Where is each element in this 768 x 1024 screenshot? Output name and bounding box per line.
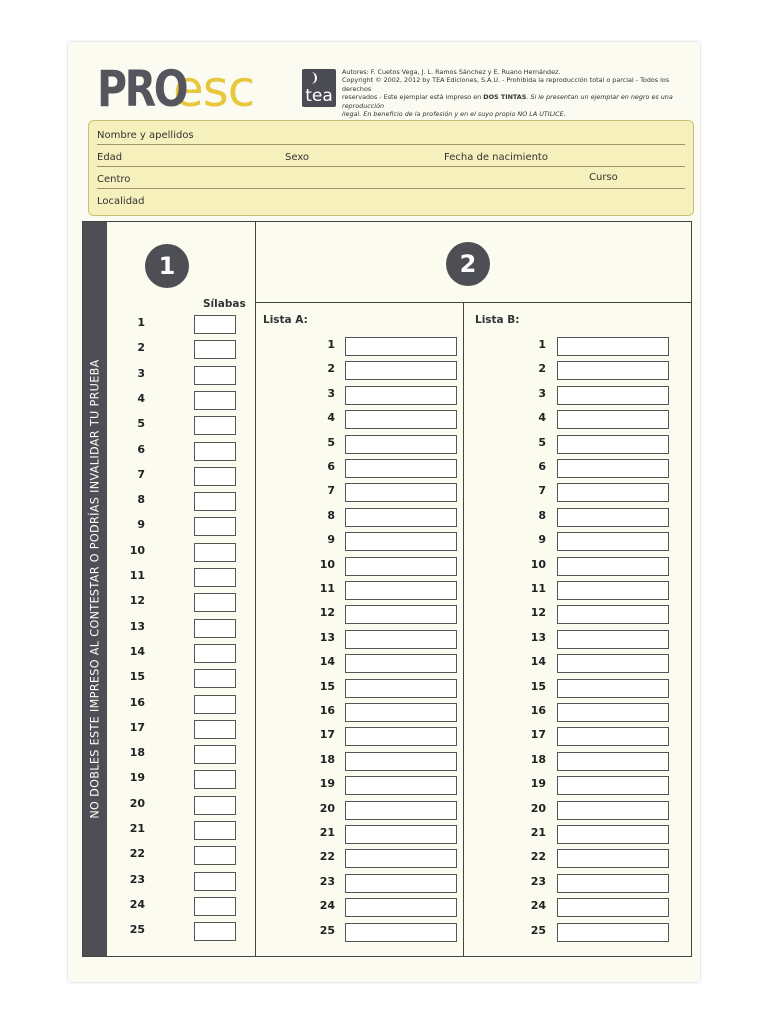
syllable-item-number: 8 — [137, 493, 145, 507]
list-b-item-number: 20 — [530, 801, 546, 815]
list-a-item-answer-box[interactable] — [345, 727, 457, 746]
list-b-item-number: 3 — [538, 386, 546, 400]
list-b-item-answer-box[interactable] — [557, 605, 669, 624]
list-b-item-number: 10 — [530, 557, 546, 571]
syllable-item-answer-box[interactable] — [194, 821, 236, 840]
list-b-item-answer-box[interactable] — [557, 581, 669, 600]
syllable-item-number: 20 — [129, 796, 145, 810]
list-a-item-answer-box[interactable] — [345, 557, 457, 576]
list-b-item-number: 9 — [538, 533, 546, 547]
list-b-item-number: 21 — [530, 826, 546, 839]
syllable-item-answer-box[interactable] — [194, 593, 236, 612]
syllable-item-number: 19 — [129, 771, 145, 785]
list-a-item-answer-box[interactable] — [345, 801, 457, 820]
syllable-item-number: 9 — [137, 518, 145, 532]
list-b-item-number: 12 — [530, 606, 546, 620]
list-b-title: Lista B: — [475, 314, 520, 326]
list-a-item-answer-box[interactable] — [345, 752, 457, 771]
list-a-item-number: 21 — [319, 826, 335, 839]
syllable-item-answer-box[interactable] — [194, 669, 236, 688]
answer-table — [82, 221, 692, 957]
list-a-item-number: 6 — [327, 460, 335, 473]
list-b-item-number: 19 — [530, 777, 546, 791]
section-2-badge: 2 — [446, 242, 490, 286]
syllable-item-number: 4 — [137, 391, 145, 405]
list-a-item-number: 12 — [319, 606, 335, 620]
list-a-item-number: 7 — [327, 484, 335, 498]
syllable-item-number: 17 — [129, 720, 145, 734]
list-a-item-answer-box[interactable] — [345, 483, 457, 502]
syllable-item-answer-box[interactable] — [194, 416, 236, 435]
center-label: Centro — [97, 174, 131, 185]
syllable-item-answer-box[interactable] — [194, 442, 236, 461]
syllable-item-number: 11 — [129, 569, 145, 582]
list-b-item-number: 7 — [538, 484, 546, 498]
list-b-item-number: 25 — [530, 923, 546, 937]
list-b-item-answer-box[interactable] — [557, 703, 669, 722]
answer-sheet — [68, 42, 700, 982]
credits-block — [342, 68, 688, 118]
syllable-item-number: 14 — [129, 644, 145, 658]
list-b-item-answer-box[interactable] — [557, 459, 669, 478]
list-b-item-number: 5 — [538, 435, 546, 449]
syllable-item-answer-box[interactable] — [194, 619, 236, 638]
list-b-item-answer-box[interactable] — [557, 337, 669, 356]
list-b-item-number: 1 — [538, 338, 546, 351]
section-2-header — [255, 222, 691, 303]
syllable-item-answer-box[interactable] — [194, 745, 236, 764]
name-label: Nombre y apellidos — [97, 130, 194, 141]
list-b-item-number: 6 — [538, 460, 546, 473]
credits-reserved — [342, 93, 688, 110]
syllable-item-number: 22 — [129, 847, 145, 861]
list-a-item-number: 18 — [319, 752, 335, 766]
logo-esc-text: esc — [173, 60, 255, 118]
list-a-item-number: 3 — [327, 386, 335, 400]
syllable-item-answer-box[interactable] — [194, 340, 236, 359]
age-sex-birth-field[interactable] — [97, 166, 685, 167]
syllable-item-number: 3 — [137, 366, 145, 380]
list-a-item-number: 13 — [319, 630, 335, 644]
syllable-item-answer-box[interactable] — [194, 770, 236, 789]
section-1-column — [107, 222, 256, 956]
list-a-item-answer-box[interactable] — [345, 361, 457, 380]
list-a-item-number: 19 — [319, 777, 335, 791]
list-a-item-answer-box[interactable] — [345, 410, 457, 429]
list-b-item-number: 17 — [530, 728, 546, 742]
list-a-item-answer-box[interactable] — [345, 679, 457, 698]
credits-authors: Autores: F. Cuetos Vega, J. L. Ramos Sánchez y E. Ruano Hernández. — [342, 68, 561, 76]
syllable-item-number: 12 — [129, 594, 145, 608]
syllable-item-answer-box[interactable] — [194, 492, 236, 511]
list-a-item-number: 15 — [319, 679, 335, 693]
syllable-item-number: 21 — [129, 822, 145, 835]
list-a-item-answer-box[interactable] — [345, 654, 457, 673]
list-a-item-number: 24 — [319, 899, 335, 913]
course-label: Curso — [589, 172, 618, 183]
list-b-item-answer-box[interactable] — [557, 435, 669, 454]
list-b-item-answer-box[interactable] — [557, 361, 669, 380]
personal-data-box — [88, 120, 694, 216]
syllable-item-number: 18 — [129, 746, 145, 760]
age-label: Edad — [97, 152, 123, 163]
syllable-item-answer-box[interactable] — [194, 695, 236, 714]
list-b-item-answer-box[interactable] — [557, 801, 669, 820]
syllable-item-number: 5 — [137, 417, 145, 431]
list-a-item-number: 22 — [319, 850, 335, 864]
syllable-item-number: 6 — [137, 442, 145, 456]
list-b-item-number: 15 — [530, 679, 546, 693]
syllable-item-answer-box[interactable] — [194, 897, 236, 916]
list-b-item-number: 13 — [530, 630, 546, 644]
list-b-item-answer-box[interactable] — [557, 898, 669, 917]
syllable-item-number: 13 — [129, 619, 145, 633]
list-b-item-answer-box[interactable] — [557, 727, 669, 746]
list-a-item-answer-box[interactable] — [345, 581, 457, 600]
tea-mark-icon — [308, 72, 317, 84]
syllable-item-answer-box[interactable] — [194, 796, 236, 815]
logo-pro-text: PRO — [97, 60, 187, 118]
syllable-item-answer-box[interactable] — [194, 644, 236, 663]
credits-do-not-use: NO LA UTILICE. — [517, 110, 566, 119]
credits-two-inks: DOS TINTAS — [483, 93, 527, 102]
credits-copyright: Copyright © 2002, 2012 by TEA Ediciones, S.A.U. - Prohibida la reproducción total o parcial - Todos los derechos — [342, 76, 670, 93]
list-b-item-answer-box[interactable] — [557, 752, 669, 771]
syllable-item-number: 2 — [137, 341, 145, 355]
list-b-item-number: 2 — [538, 362, 546, 376]
list-a-item-number: 20 — [319, 801, 335, 815]
list-a-item-number: 11 — [319, 582, 335, 595]
list-b-column — [464, 302, 691, 956]
syllable-item-answer-box[interactable] — [194, 922, 236, 941]
section-2-column — [255, 222, 691, 956]
syllable-item-number: 25 — [129, 923, 145, 937]
list-b-item-answer-box[interactable] — [557, 557, 669, 576]
syllable-item-answer-box[interactable] — [194, 366, 236, 385]
list-a-item-answer-box[interactable] — [345, 337, 457, 356]
list-a-item-number: 4 — [327, 411, 335, 425]
list-b-item-answer-box[interactable] — [557, 654, 669, 673]
syllable-item-answer-box[interactable] — [194, 391, 236, 410]
list-b-item-number: 8 — [538, 508, 546, 522]
list-a-item-number: 16 — [319, 704, 335, 717]
list-b-item-answer-box[interactable] — [557, 630, 669, 649]
list-a-item-answer-box[interactable] — [345, 605, 457, 624]
list-a-item-answer-box[interactable] — [345, 849, 457, 868]
list-b-item-number: 22 — [530, 850, 546, 864]
list-b-item-answer-box[interactable] — [557, 923, 669, 942]
syllable-item-answer-box[interactable] — [194, 568, 236, 587]
syllable-item-answer-box[interactable] — [194, 517, 236, 536]
list-b-item-number: 11 — [530, 582, 546, 595]
list-a-item-number: 14 — [319, 655, 335, 669]
tea-logo — [302, 69, 336, 107]
locality-label: Localidad — [97, 196, 145, 207]
proesc-logo — [97, 58, 255, 118]
list-b-item-answer-box[interactable] — [557, 874, 669, 893]
name-field[interactable] — [97, 144, 685, 145]
list-a-item-number: 9 — [327, 533, 335, 547]
list-b-item-number: 18 — [530, 752, 546, 766]
list-a-item-number: 23 — [319, 874, 335, 888]
list-a-item-answer-box[interactable] — [345, 898, 457, 917]
list-b-item-answer-box[interactable] — [557, 410, 669, 429]
list-b-item-number: 24 — [530, 899, 546, 913]
syllable-item-number: 16 — [129, 695, 145, 709]
list-b-item-answer-box[interactable] — [557, 825, 669, 844]
syllable-item-number: 1 — [137, 316, 145, 329]
list-a-item-answer-box[interactable] — [345, 776, 457, 795]
list-a-item-number: 1 — [327, 338, 335, 351]
birth-date-label: Fecha de nacimiento — [444, 152, 548, 163]
warning-sidebar — [83, 222, 107, 956]
list-a-item-answer-box[interactable] — [345, 923, 457, 942]
list-a-item-number: 25 — [319, 923, 335, 937]
list-b-item-answer-box[interactable] — [557, 483, 669, 502]
tea-logo-text: tea — [305, 86, 333, 106]
syllable-item-answer-box[interactable] — [194, 543, 236, 562]
list-a-item-answer-box[interactable] — [345, 508, 457, 527]
syllable-item-number: 23 — [129, 872, 145, 886]
sex-label: Sexo — [285, 152, 310, 163]
list-a-item-number: 10 — [319, 557, 335, 571]
syllable-item-number: 24 — [129, 897, 145, 911]
credits-illegal — [342, 110, 688, 118]
section-1-badge: 1 — [145, 244, 189, 288]
list-b-item-answer-box[interactable] — [557, 776, 669, 795]
syllable-item-number: 15 — [129, 670, 145, 684]
list-b-item-answer-box[interactable] — [557, 679, 669, 698]
credits-reserved-a: reservados - Este ejemplar está impreso en — [342, 93, 482, 102]
list-a-item-answer-box[interactable] — [345, 459, 457, 478]
syllable-item-answer-box[interactable] — [194, 315, 236, 334]
list-a-item-answer-box[interactable] — [345, 435, 457, 454]
credits-illegal-a: ilegal. En beneficio de la profesión y en el suyo propio — [342, 110, 516, 119]
syllable-item-answer-box[interactable] — [194, 467, 236, 486]
list-a-item-answer-box[interactable] — [345, 532, 457, 551]
list-a-item-number: 2 — [327, 362, 335, 376]
list-b-item-answer-box[interactable] — [557, 532, 669, 551]
list-a-item-answer-box[interactable] — [345, 386, 457, 405]
syllable-item-number: 7 — [137, 467, 145, 481]
list-b-item-answer-box[interactable] — [557, 849, 669, 868]
list-a-item-number: 17 — [319, 728, 335, 742]
list-a-item-answer-box[interactable] — [345, 825, 457, 844]
syllable-item-answer-box[interactable] — [194, 846, 236, 865]
list-a-item-answer-box[interactable] — [345, 630, 457, 649]
list-b-item-answer-box[interactable] — [557, 508, 669, 527]
syllables-header: Sílabas — [203, 298, 246, 310]
syllable-item-number: 10 — [129, 543, 145, 557]
do-not-fold-warning: NO DOBLES ESTE IMPRESO AL CONTESTAR O PODRÍAS INVALIDAR TU PRUEBA — [88, 359, 102, 819]
list-b-item-answer-box[interactable] — [557, 386, 669, 405]
list-b-item-number: 14 — [530, 655, 546, 669]
list-a-title: Lista A: — [263, 314, 308, 326]
list-a-item-number: 8 — [327, 508, 335, 522]
list-b-item-number: 23 — [530, 874, 546, 888]
center-course-field[interactable] — [97, 188, 685, 189]
list-a-column — [255, 302, 464, 956]
syllable-item-answer-box[interactable] — [194, 720, 236, 739]
list-a-item-answer-box[interactable] — [345, 703, 457, 722]
list-a-item-answer-box[interactable] — [345, 874, 457, 893]
credits-reserved-b: . Si le presentan un ejemplar en negro es una reproducción — [342, 93, 673, 110]
syllable-item-answer-box[interactable] — [194, 872, 236, 891]
list-b-item-number: 4 — [538, 411, 546, 425]
list-b-item-number: 16 — [530, 704, 546, 717]
list-a-item-number: 5 — [327, 435, 335, 449]
